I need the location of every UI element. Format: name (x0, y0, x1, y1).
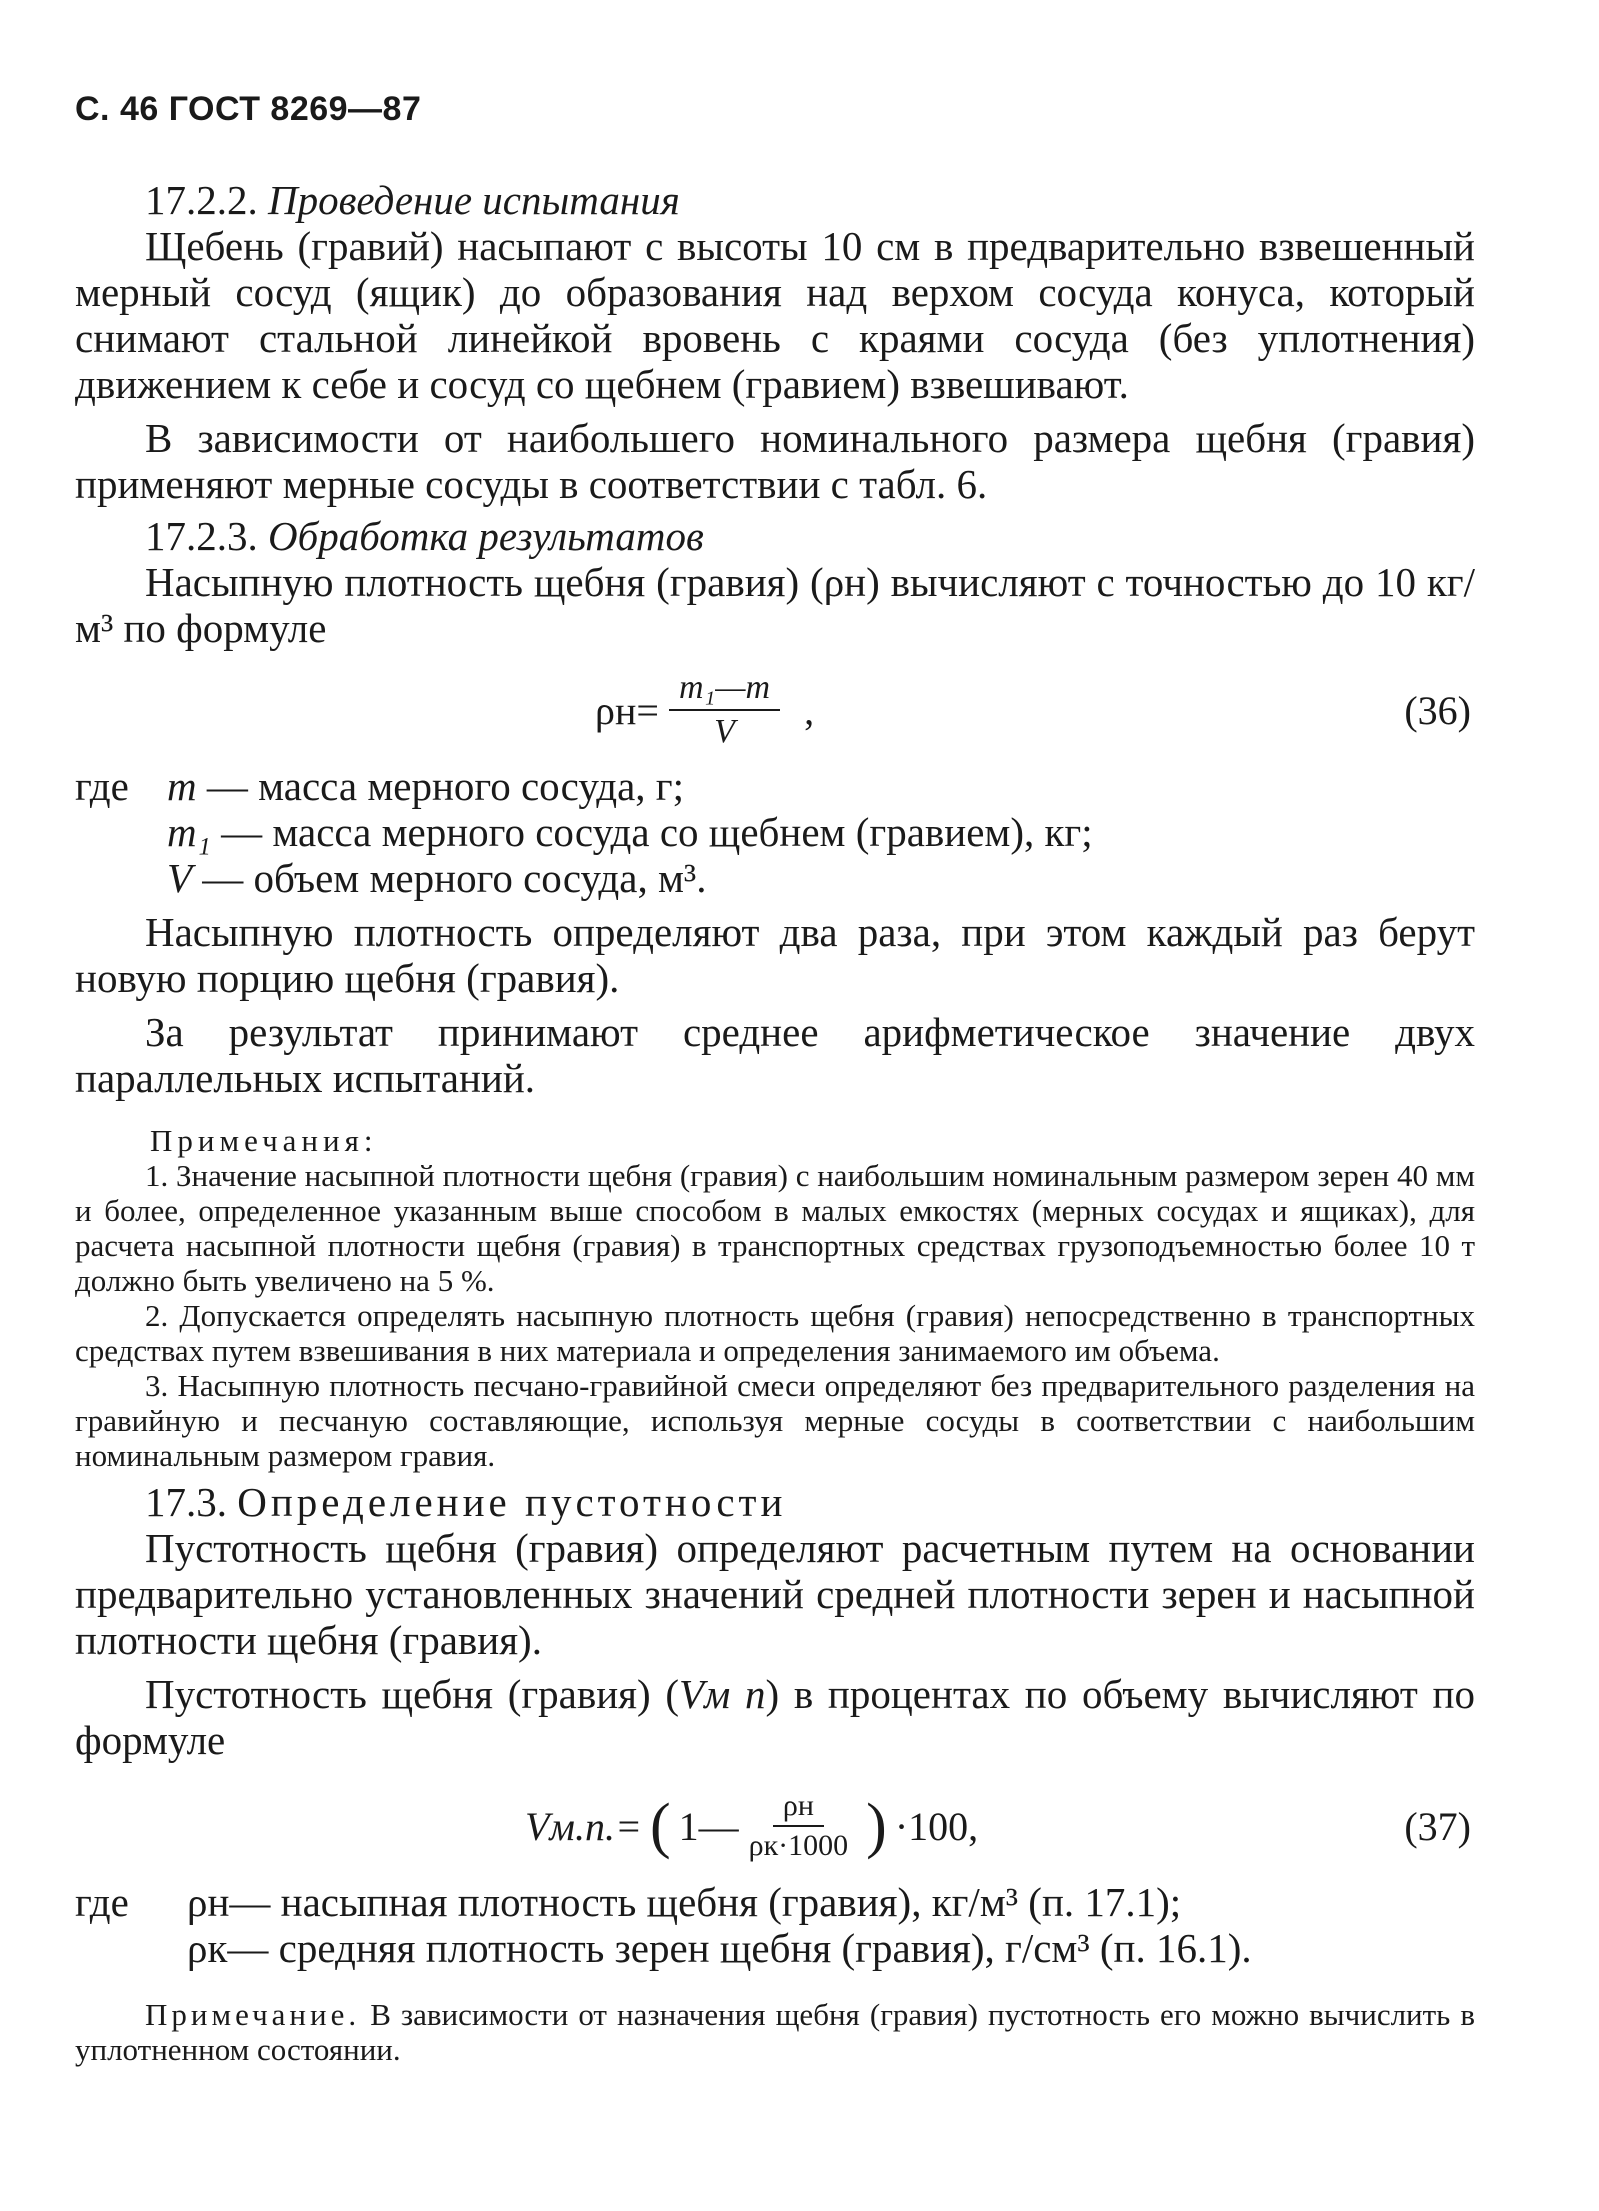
where-item: ρк— средняя плотность зерен щебня (гравия), г/см³ (п. 16.1). (187, 1925, 1252, 1971)
formula-37: Vм.п.= ( 1— $\frac{\rho н}{\rho к\cdot 1000}$ ) ·100, (37) (525, 1789, 1471, 1862)
formula-lhs: Vм.п.= (525, 1803, 642, 1849)
where-item: где m — масса мерного сосуда, г; (75, 763, 685, 809)
paragraph: За результат принимают среднее арифметическое значение двух параллельных испытаний. (75, 1009, 1475, 1101)
formula-number: (36) (1404, 688, 1471, 733)
voidness-symbol: Vм п (679, 1671, 766, 1717)
where-list-36 (75, 763, 1475, 901)
formula-tail: ·100, (894, 1803, 979, 1849)
section-17-3-heading (75, 1479, 1475, 1525)
paragraph: Насыпную плотность определяют два раза, при этом каждый раз берут новую порцию щебня (гравия). (75, 909, 1475, 1001)
section-title: Проведение испытания (268, 177, 680, 223)
where-list-37 (75, 1879, 1475, 1971)
note-item: 1. Значение насыпной плотности щебня (гравия) с наибольшим номинальным размером зерен 40 мм и более, определенное указанным выше способом в малых емкостях (мерных сосудах и ящиках), для расчета насыпной плотности щебня (гравия) в транспортных средствах грузоподъемностью более 10 т должно быть увеличено на 5 %. (75, 1158, 1475, 1298)
where-item: m₁ — масса мерного сосуда со щебнем (гравием), кг; (167, 809, 1093, 855)
fraction-denominator: ρк·1000 (748, 1829, 849, 1862)
section-title: Обработка результатов (268, 513, 704, 559)
fraction-numerator: m₁—m (669, 669, 780, 711)
section-17-2-2-heading (75, 177, 1475, 223)
density-symbol: ρн (823, 559, 867, 605)
paragraph: Пустотность щебня (гравия) (Vм п) в процентах по объему вычисляют по формуле (75, 1671, 1475, 1763)
formula-36 (75, 665, 1475, 755)
formula-fraction (749, 1789, 849, 1863)
document-page (75, 90, 1475, 2067)
formula-tail: , (804, 687, 815, 733)
paragraph: Щебень (гравий) насыпают с высоты 10 см в предварительно взвешенный мерный сосуд (ящик) до образования над верхом сосуда конуса, который снимают стальной линейкой вровень с краями сосуда (без уплотнения) движением к себе и сосуд со щебнем (гравием) взвешивают. (75, 223, 1475, 407)
section-number: 17.2.2. (145, 177, 258, 223)
paragraph: Насыпную плотность щебня (гравия) (ρн) вычисляют с точностью до 10 кг/м³ по формуле (75, 559, 1476, 651)
note-item: 2. Допускается определять насыпную плотность щебня (гравия) непосредственно в транспортных средствах путем взвешивания в них материала и определения занимаемого им объема. (75, 1298, 1475, 1368)
formula-fraction (669, 669, 780, 751)
section-17-2-3-heading (75, 513, 1475, 559)
section-number: 17.3. (145, 1479, 227, 1525)
final-note (75, 1997, 1475, 2067)
where-item: где ρн— насыпная плотность щебня (гравия), кг/м³ (п. 17.1); (75, 1879, 1182, 1925)
note-item: 3. Насыпную плотность песчано-гравийной смеси определяют без предварительного разделения на гравийную и песчаную составляющие, используя мерные сосуды в соответствии с наибольшим номинальным размером гравия. (75, 1368, 1475, 1473)
fraction-numerator: ρн (773, 1789, 824, 1827)
section-number: 17.2.3. (145, 513, 258, 559)
where-item: V — объем мерного сосуда, м³. (167, 855, 707, 901)
formula-lhs: ρн= (595, 687, 659, 733)
formula-number: (37) (1404, 1804, 1471, 1849)
note-label: Примечание. (145, 1997, 361, 2032)
notes-block (75, 1123, 1475, 1473)
notes-title: Примечания: (150, 1123, 378, 1158)
note-text: В зависимости от назначения щебня (гравия) пустотность его можно вычислить в уплотненном состоянии. (75, 1997, 1476, 2067)
fraction-denominator: V (714, 713, 735, 750)
section-title: Определение пустотности (237, 1479, 787, 1525)
paragraph: В зависимости от наибольшего номинального размера щебня (гравия) применяют мерные сосуды в соответствии с табл. 6. (75, 415, 1475, 507)
paragraph: Пустотность щебня (гравия) определяют расчетным путем на основании предварительно установленных значений средней плотности зерен и насыпной плотности щебня (гравия). (75, 1525, 1475, 1663)
page-header: С. 46 ГОСТ 8269—87 (75, 90, 422, 128)
